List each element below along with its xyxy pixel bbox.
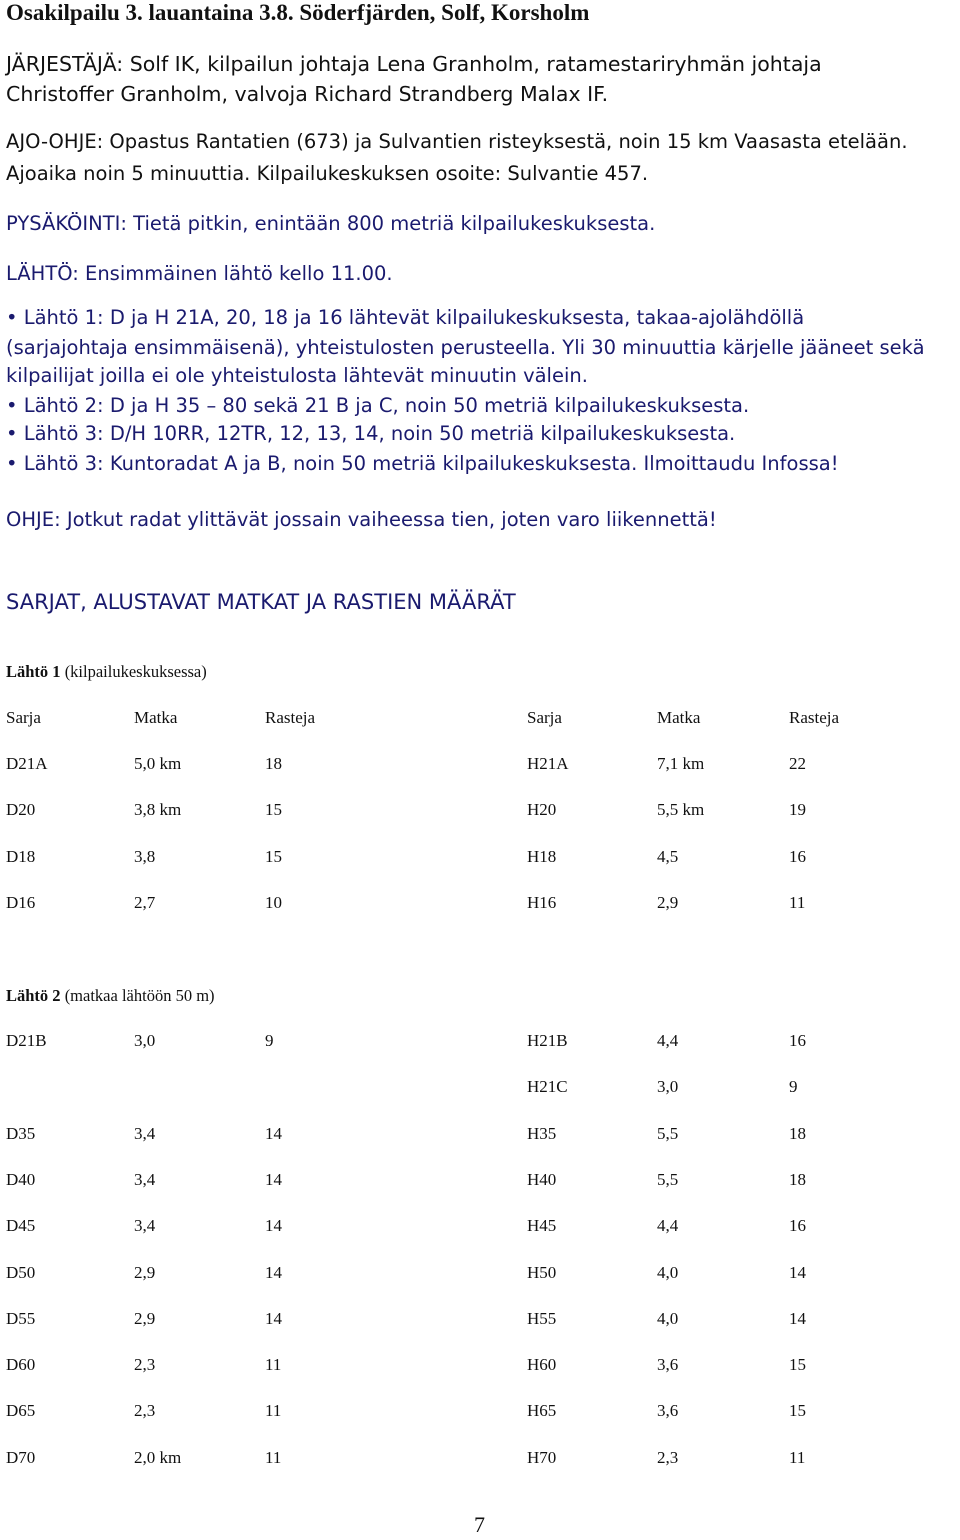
cell-rasteja: 16	[789, 1031, 806, 1050]
cell-matka: 5,5	[657, 1123, 679, 1143]
header-matka: Matka	[657, 708, 701, 727]
cell-sarja: D40	[6, 1169, 36, 1189]
cell-sarja: H21A	[527, 754, 569, 773]
cell-matka: 3,8	[134, 846, 156, 866]
cell-rasteja: 18	[789, 1123, 806, 1143]
cell-sarja: D50	[6, 1262, 36, 1282]
cell-matka: 3,4	[134, 1216, 156, 1236]
header-rasteja: Rasteja	[265, 708, 316, 727]
group-2-label: Lähtö 2	[6, 986, 61, 1005]
start-1-line-2: (sarjajohtaja ensimmäisenä), yhteistulosten perusteella. Yli 30 minuuttia kärjelle jääneet sekä	[6, 336, 925, 359]
cell-sarja: D20	[6, 800, 36, 820]
group-1-note: (kilpailukeskuksessa)	[60, 662, 207, 681]
cell-rasteja: 15	[265, 800, 282, 820]
cell-matka: 3,0	[134, 1031, 156, 1050]
cell-rasteja: 9	[265, 1031, 274, 1050]
cell-matka: 2,3	[134, 1401, 156, 1421]
group-2-title	[6, 986, 215, 1006]
cell-rasteja: 11	[265, 1447, 282, 1467]
cell-rasteja: 14	[789, 1308, 806, 1328]
cell-matka: 5,0 km	[134, 754, 182, 773]
cell-sarja: H35	[527, 1123, 557, 1143]
cell-sarja: H50	[527, 1262, 557, 1282]
cell-sarja: H55	[527, 1308, 557, 1328]
cell-matka: 3,6	[657, 1355, 679, 1375]
organizer-line-2: Christoffer Granholm, valvoja Richard Strandberg Malax IF.	[6, 82, 609, 106]
cell-sarja: H20	[527, 800, 557, 820]
cell-rasteja: 14	[265, 1308, 282, 1328]
page-number: 7	[474, 1512, 485, 1537]
cell-rasteja: 10	[265, 892, 282, 912]
group-1-label: Lähtö 1	[6, 662, 61, 681]
cell-rasteja: 18	[265, 754, 282, 773]
cell-sarja: H18	[527, 846, 557, 866]
cell-rasteja: 15	[789, 1355, 806, 1375]
section-title: SARJAT, ALUSTAVAT MATKAT JA RASTIEN MÄÄRÄT	[6, 590, 516, 614]
cell-rasteja: 22	[789, 754, 806, 773]
cell-matka: 3,8 km	[134, 800, 182, 820]
cell-rasteja: 11	[789, 1447, 806, 1467]
cell-sarja: D60	[6, 1355, 36, 1375]
cell-rasteja: 11	[265, 1355, 282, 1375]
cell-rasteja: 14	[265, 1216, 282, 1236]
cell-sarja: D35	[6, 1123, 36, 1143]
cell-sarja: D65	[6, 1401, 36, 1421]
cell-matka: 3,0	[657, 1077, 679, 1097]
cell-sarja: H65	[527, 1401, 557, 1421]
cell-matka: 5,5 km	[657, 800, 705, 820]
start-3-fitness: • Lähtö 3: Kuntoradat A ja B, noin 50 metriä kilpailukeskuksesta. Ilmoittaudu Infossa!	[6, 452, 839, 475]
cell-sarja: D70	[6, 1447, 36, 1467]
group-1-title	[6, 662, 207, 682]
header-rasteja: Rasteja	[789, 708, 840, 727]
traffic-note: OHJE: Jotkut radat ylittävät jossain vaiheessa tien, joten varo liikennettä!	[6, 508, 717, 531]
cell-rasteja: 14	[789, 1262, 806, 1282]
cell-rasteja: 15	[265, 846, 282, 866]
cell-matka: 4,5	[657, 846, 679, 866]
start-1-line-3: kilpailijat joilla ei ole yhteistulosta lähtevät minuutin välein.	[6, 364, 588, 387]
cell-sarja: H70	[527, 1447, 557, 1467]
cell-sarja: H45	[527, 1216, 557, 1236]
directions-line-2: Ajoaika noin 5 minuuttia. Kilpailukeskuksen osoite: Sulvantie 457.	[6, 162, 649, 185]
cell-matka: 7,1 km	[657, 754, 705, 773]
cell-matka: 2,9	[134, 1262, 156, 1282]
cell-sarja: D45	[6, 1216, 36, 1236]
cell-rasteja: 9	[789, 1077, 798, 1097]
start-2: • Lähtö 2: D ja H 35 – 80 sekä 21 B ja C, noin 50 metriä kilpailukeskuksesta.	[6, 394, 750, 417]
cell-rasteja: 14	[265, 1169, 282, 1189]
cell-sarja: D55	[6, 1308, 36, 1328]
header-matka: Matka	[134, 708, 178, 727]
cell-rasteja: 14	[265, 1262, 282, 1282]
cell-sarja: H21B	[527, 1031, 568, 1050]
cell-matka: 3,4	[134, 1123, 156, 1143]
start-time: LÄHTÖ: Ensimmäinen lähtö kello 11.00.	[6, 262, 393, 285]
cell-matka: 4,0	[657, 1308, 679, 1328]
cell-sarja: H21C	[527, 1077, 568, 1097]
cell-rasteja: 11	[789, 892, 806, 912]
cell-sarja: H40	[527, 1169, 557, 1189]
start-1-line-1: • Lähtö 1: D ja H 21A, 20, 18 ja 16 lähtevät kilpailukeskuksesta, takaa-ajolähdöllä	[6, 306, 805, 329]
cell-matka: 2,0 km	[134, 1447, 182, 1467]
cell-sarja: D16	[6, 892, 36, 912]
cell-rasteja: 15	[789, 1401, 806, 1421]
cell-rasteja: 18	[789, 1169, 806, 1189]
cell-sarja: D21A	[6, 754, 48, 773]
cell-matka: 2,3	[657, 1447, 679, 1467]
cell-matka: 2,3	[134, 1355, 156, 1375]
header-sarja: Sarja	[6, 708, 41, 727]
cell-rasteja: 16	[789, 846, 806, 866]
cell-matka: 5,5	[657, 1169, 679, 1189]
parking-info: PYSÄKÖINTI: Tietä pitkin, enintään 800 metriä kilpailukeskuksesta.	[6, 212, 656, 235]
header-sarja: Sarja	[527, 708, 562, 727]
cell-rasteja: 16	[789, 1216, 806, 1236]
cell-sarja: D21B	[6, 1031, 47, 1050]
cell-matka: 3,6	[657, 1401, 679, 1421]
start-3-youth: • Lähtö 3: D/H 10RR, 12TR, 12, 13, 14, noin 50 metriä kilpailukeskuksesta.	[6, 422, 736, 445]
organizer-line-1: JÄRJESTÄJÄ: Solf IK, kilpailun johtaja Lena Granholm, ratamestariryhmän johtaja	[6, 52, 822, 76]
cell-matka: 4,4	[657, 1216, 679, 1236]
cell-rasteja: 14	[265, 1123, 282, 1143]
cell-rasteja: 19	[789, 800, 806, 820]
cell-rasteja: 11	[265, 1401, 282, 1421]
document-title: Osakilpailu 3. lauantaina 3.8. Söderfjärden, Solf, Korsholm	[6, 0, 590, 25]
cell-sarja: H16	[527, 892, 557, 912]
cell-matka: 4,4	[657, 1031, 679, 1050]
directions-line-1: AJO-OHJE: Opastus Rantatien (673) ja Sulvantien risteyksestä, noin 15 km Vaasasta etelään.	[6, 130, 908, 153]
cell-sarja: H60	[527, 1355, 557, 1375]
cell-matka: 4,0	[657, 1262, 679, 1282]
cell-matka: 3,4	[134, 1169, 156, 1189]
group-2-note: (matkaa lähtöön 50 m)	[60, 986, 215, 1005]
cell-sarja: D18	[6, 846, 36, 866]
cell-matka: 2,9	[134, 1308, 156, 1328]
cell-matka: 2,7	[134, 892, 156, 912]
cell-matka: 2,9	[657, 892, 679, 912]
